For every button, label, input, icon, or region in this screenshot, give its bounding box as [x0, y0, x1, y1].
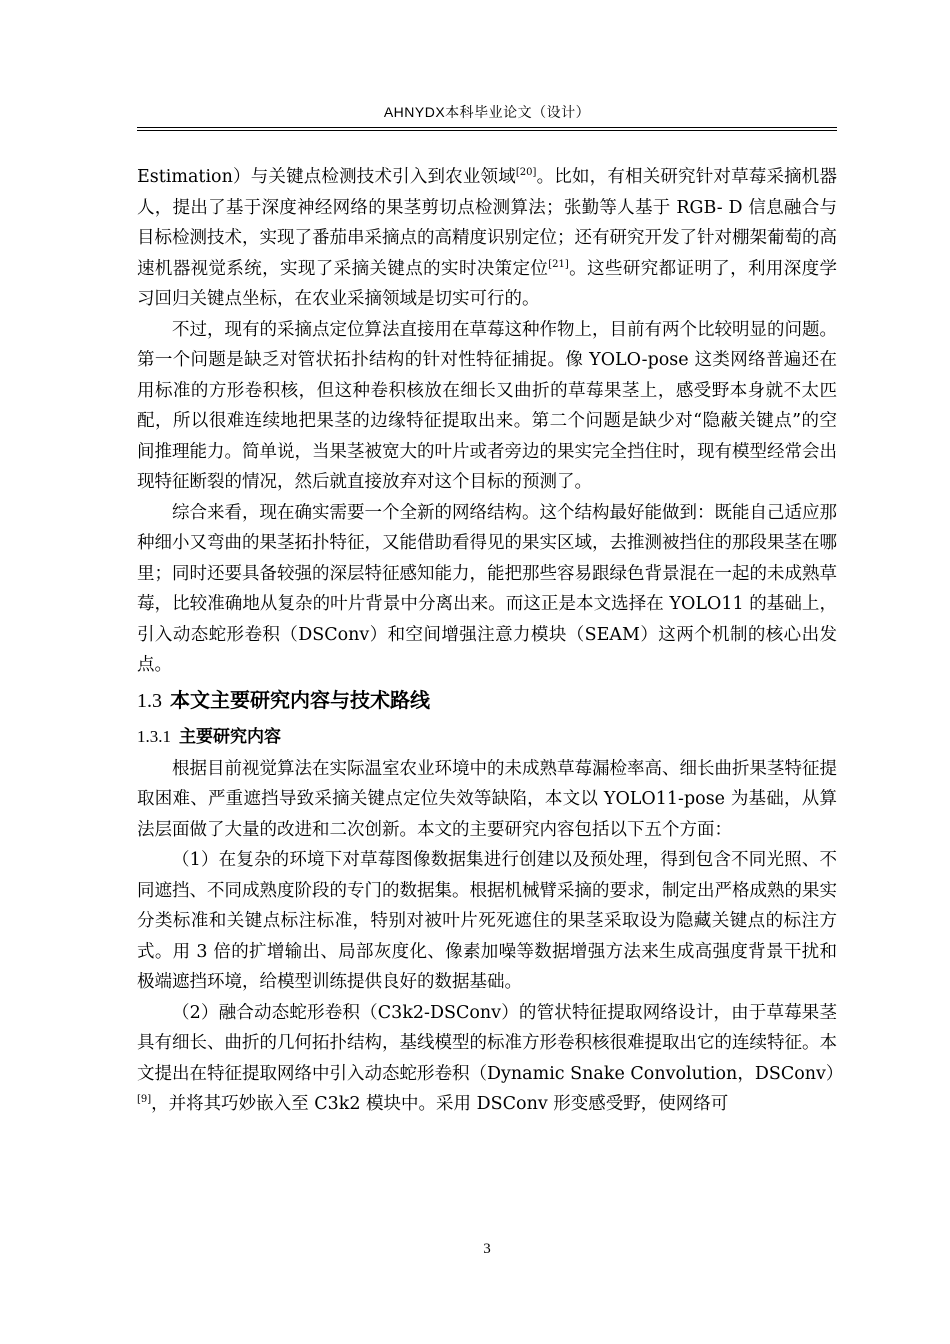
- paragraph-5: （1）在复杂的环境下对草莓图像数据集进行创建以及预处理，得到包含不同光照、不同遮挡、不同成熟度阶段的专门的数据集。根据机械臂采摘的要求，制定出严格成熟的果实分类标准和关键点标注标准，特别对被叶片死死遮住的果茎采取设为隐藏关键点的标注方式。用 3 倍的扩增输出、局部灰度化、像素加噪等数据增强方法来生成高强度背景干扰和极端遮挡环境，给模型训练提供良好的数据基础。: [137, 850, 837, 992]
- paragraph-1: Estimation）与关键点检测技术引入到农业领域[20]。比如，有相关研究针对草莓采摘机器人，提出了基于深度神经网络的果茎剪切点检测算法；张勤等人基于 RGB- D 信息融合与目标检测技术，实现了番茄串采摘点的高精度识别定位；还有研究开发了针对棚架葡萄的高速机器视觉系统，实现了采摘关键点的实时决策定位[21]。这些研究都证明了，利用深度学习回归关键点坐标，在农业采摘领域是切实可行的。: [137, 167, 838, 309]
- citation: [9]: [137, 1094, 152, 1106]
- page-header: AHNYDX本科毕业论文（设计）: [383, 104, 591, 120]
- paragraph-6: （2）融合动态蛇形卷积（C3k2-DSConv）的管状特征提取网络设计，由于草莓果茎具有细长、曲折的几何拓扑结构，基线模型的标准方形卷积核很难提取出它的连续特征。本文提出在特征提取网络中引入动态蛇形卷积（Dynamic Snake Convolution，DSConv）[9]，并将其巧妙嵌入至 C3k2 模块中。采用 DSConv 形变感受野，使网络可: [137, 1002, 844, 1114]
- paragraph-2: 不过，现有的采摘点定位算法直接用在草莓这种作物上，目前有两个比较明显的问题。第一个问题是缺乏对管状拓扑结构的针对性特征捕捉。像 YOLO-pose 这类网络普遍还在用标准的方形卷积核，但这种卷积核放在细长又曲折的草莓果茎上，感受野本身就不太匹配，所以很难连续地把果茎的边缘特征提取出来。第二个问题是缺少对“隐蔽关键点”的空间推理能力。简单说，当果茎被宽大的叶片或者旁边的果实完全挡住时，现有模型经常会出现特征断裂的情况，然后就直接放弃对这个目标的预测了。: [137, 319, 837, 492]
- paragraph-4: 根据目前视觉算法在实际温室农业环境中的未成熟草莓漏检率高、细长曲折果茎特征提取困难、严重遮挡导致采摘关键点定位失效等缺陷，本文以 YOLO11-pose 为基础，从算法层面做了大量的改进和二次创新。本文的主要研究内容包括以下五个方面：: [137, 758, 837, 840]
- section-heading: 1.3 本文主要研究内容与技术路线: [137, 687, 430, 712]
- citation: [21]: [548, 258, 569, 270]
- subsection-heading: 1.3.1 主要研究内容: [137, 726, 281, 747]
- header-rule: [137, 127, 837, 131]
- paragraph-3: 综合来看，现在确实需要一个全新的网络结构。这个结构最好能做到：既能自己适应那种细小又弯曲的果茎拓扑特征，又能借助看得见的果实区域，去推测被挡住的那段果茎在哪里；同时还要具备较强的深层特征感知能力，能把那些容易跟绿色背景混在一起的未成熟草莓，比较准确地从复杂的叶片背景中分离出来。而这正是本文选择在 YOLO11 的基础上，引入动态蛇形卷积（DSConv）和空间增强注意力模块（SEAM）这两个机制的核心出发点。: [137, 502, 837, 675]
- page-content: [137, 162, 844, 1120]
- page-number: 3: [483, 1241, 491, 1257]
- citation: [20]: [515, 167, 537, 179]
